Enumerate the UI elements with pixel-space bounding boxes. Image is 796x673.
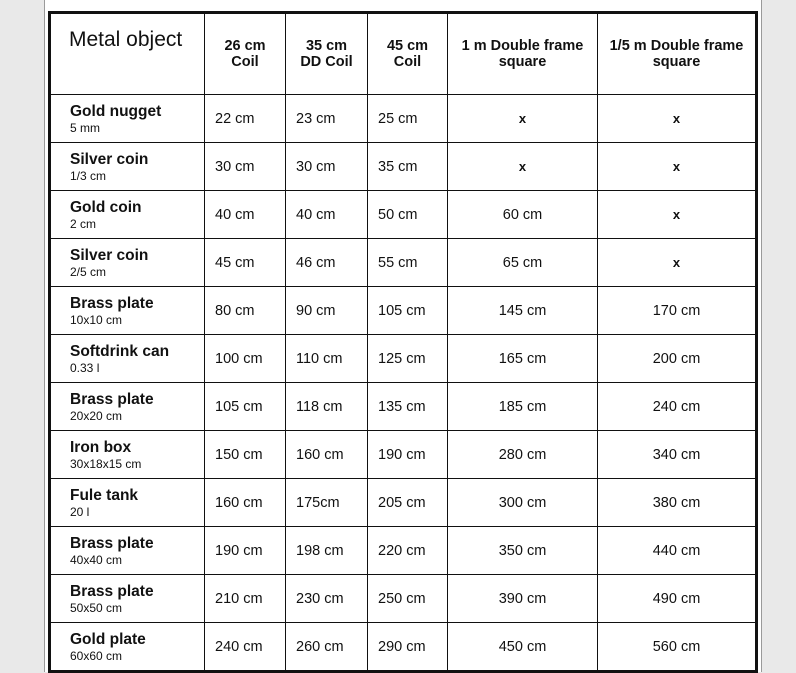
depth-value-cell: 220 cm xyxy=(368,527,448,575)
table-row xyxy=(50,479,757,527)
table-row xyxy=(50,575,757,623)
header-1-5m-double-frame: 1/5 m Double frame square xyxy=(598,13,757,95)
table-body xyxy=(50,95,757,672)
depth-value-cell: 240 cm xyxy=(598,383,757,431)
table-row xyxy=(50,431,757,479)
header-1m-double-frame: 1 m Double frame square xyxy=(448,13,598,95)
header-45cm-coil: 45 cm Coil xyxy=(368,13,448,95)
depth-value-cell: 50 cm xyxy=(368,191,448,239)
depth-value-cell: x xyxy=(598,191,757,239)
depth-value-cell: 190 cm xyxy=(205,527,286,575)
depth-value-cell: x xyxy=(598,239,757,287)
depth-value-cell: 40 cm xyxy=(205,191,286,239)
depth-value-cell: x xyxy=(598,143,757,191)
depth-value-cell: 380 cm xyxy=(598,479,757,527)
depth-value-cell: 440 cm xyxy=(598,527,757,575)
depth-value-cell: 23 cm xyxy=(286,95,368,143)
depth-value-cell: 35 cm xyxy=(368,143,448,191)
depth-value-cell: 110 cm xyxy=(286,335,368,383)
depth-value-cell: 170 cm xyxy=(598,287,757,335)
metal-object-cell xyxy=(50,287,205,335)
table-row xyxy=(50,95,757,143)
table-row xyxy=(50,383,757,431)
depth-value-cell: 280 cm xyxy=(448,431,598,479)
depth-value-cell: 125 cm xyxy=(368,335,448,383)
object-size: 1/3 cm xyxy=(70,168,107,183)
depth-value-cell: 105 cm xyxy=(368,287,448,335)
depth-value-cell: 198 cm xyxy=(286,527,368,575)
depth-value-cell: 175cm xyxy=(286,479,368,527)
object-size: 30x18x15 cm xyxy=(70,456,142,471)
depth-value-cell: 290 cm xyxy=(368,623,448,672)
depth-value-cell: 40 cm xyxy=(286,191,368,239)
metal-object-cell xyxy=(50,623,205,672)
depth-value-cell: 260 cm xyxy=(286,623,368,672)
depth-value-cell: 46 cm xyxy=(286,239,368,287)
depth-value-cell: 190 cm xyxy=(368,431,448,479)
depth-value-cell: 340 cm xyxy=(598,431,757,479)
depth-value-cell: 160 cm xyxy=(286,431,368,479)
header-26cm-coil: 26 cm Coil xyxy=(205,13,286,95)
object-size: 10x10 cm xyxy=(70,312,123,327)
depth-value-cell: 90 cm xyxy=(286,287,368,335)
metal-object-cell xyxy=(50,143,205,191)
header-metal-object: Metal object xyxy=(50,13,205,95)
depth-value-cell: 390 cm xyxy=(448,575,598,623)
depth-value-cell: 45 cm xyxy=(205,239,286,287)
depth-value-cell: 118 cm xyxy=(286,383,368,431)
depth-value-cell: 65 cm xyxy=(448,239,598,287)
depth-value-cell: 490 cm xyxy=(598,575,757,623)
metal-object-cell xyxy=(50,431,205,479)
depth-value-cell: 165 cm xyxy=(448,335,598,383)
depth-value-cell: 205 cm xyxy=(368,479,448,527)
metal-object-cell xyxy=(50,575,205,623)
depth-value-cell: 105 cm xyxy=(205,383,286,431)
metal-object-cell xyxy=(50,479,205,527)
object-name: Softdrink can xyxy=(70,342,170,360)
object-name: Gold coin xyxy=(70,198,142,216)
depth-value-cell: 55 cm xyxy=(368,239,448,287)
object-size: 40x40 cm xyxy=(70,552,123,567)
object-size: 2 cm xyxy=(70,216,97,231)
depth-value-cell: 250 cm xyxy=(368,575,448,623)
depth-value-cell: x xyxy=(598,95,757,143)
depth-value-cell: 350 cm xyxy=(448,527,598,575)
object-size: 60x60 cm xyxy=(70,648,123,663)
detection-depth-table xyxy=(48,11,758,673)
table-row xyxy=(50,335,757,383)
header-35cm-dd-coil: 35 cm DD Coil xyxy=(286,13,368,95)
depth-value-cell: 150 cm xyxy=(205,431,286,479)
depth-value-cell: 30 cm xyxy=(286,143,368,191)
metal-object-cell xyxy=(50,191,205,239)
metal-object-cell xyxy=(50,383,205,431)
depth-value-cell: 145 cm xyxy=(448,287,598,335)
table-row xyxy=(50,287,757,335)
object-size: 50x50 cm xyxy=(70,600,123,615)
table-row xyxy=(50,143,757,191)
depth-value-cell: 160 cm xyxy=(205,479,286,527)
object-name: Brass plate xyxy=(70,294,154,312)
metal-object-cell xyxy=(50,239,205,287)
object-name: Brass plate xyxy=(70,390,154,408)
header-row xyxy=(50,13,757,95)
depth-value-cell: 210 cm xyxy=(205,575,286,623)
object-size: 5 mm xyxy=(70,120,100,135)
depth-value-cell: 22 cm xyxy=(205,95,286,143)
object-size: 0.33 l xyxy=(70,360,100,375)
object-name: Iron box xyxy=(70,438,132,456)
metal-object-cell xyxy=(50,527,205,575)
depth-value-cell: 30 cm xyxy=(205,143,286,191)
object-name: Gold nugget xyxy=(70,102,162,120)
depth-value-cell: 60 cm xyxy=(448,191,598,239)
table-row xyxy=(50,239,757,287)
depth-value-cell: 240 cm xyxy=(205,623,286,672)
depth-value-cell: 135 cm xyxy=(368,383,448,431)
object-name: Silver coin xyxy=(70,246,149,264)
object-name: Fule tank xyxy=(70,486,139,504)
table-row xyxy=(50,527,757,575)
metal-object-cell xyxy=(50,335,205,383)
depth-value-cell: x xyxy=(448,143,598,191)
depth-value-cell: 25 cm xyxy=(368,95,448,143)
table-row xyxy=(50,623,757,672)
object-name: Silver coin xyxy=(70,150,149,168)
depth-value-cell: 185 cm xyxy=(448,383,598,431)
depth-value-cell: 200 cm xyxy=(598,335,757,383)
depth-value-cell: x xyxy=(448,95,598,143)
depth-value-cell: 300 cm xyxy=(448,479,598,527)
object-name: Brass plate xyxy=(70,534,154,552)
depth-value-cell: 100 cm xyxy=(205,335,286,383)
object-size: 2/5 cm xyxy=(70,264,107,279)
object-size: 20 l xyxy=(70,504,90,519)
depth-value-cell: 560 cm xyxy=(598,623,757,672)
depth-value-cell: 450 cm xyxy=(448,623,598,672)
object-name: Gold plate xyxy=(70,630,146,648)
table-row xyxy=(50,191,757,239)
depth-value-cell: 230 cm xyxy=(286,575,368,623)
depth-value-cell: 80 cm xyxy=(205,287,286,335)
metal-object-cell xyxy=(50,95,205,143)
object-name: Brass plate xyxy=(70,582,154,600)
object-size: 20x20 cm xyxy=(70,408,123,423)
